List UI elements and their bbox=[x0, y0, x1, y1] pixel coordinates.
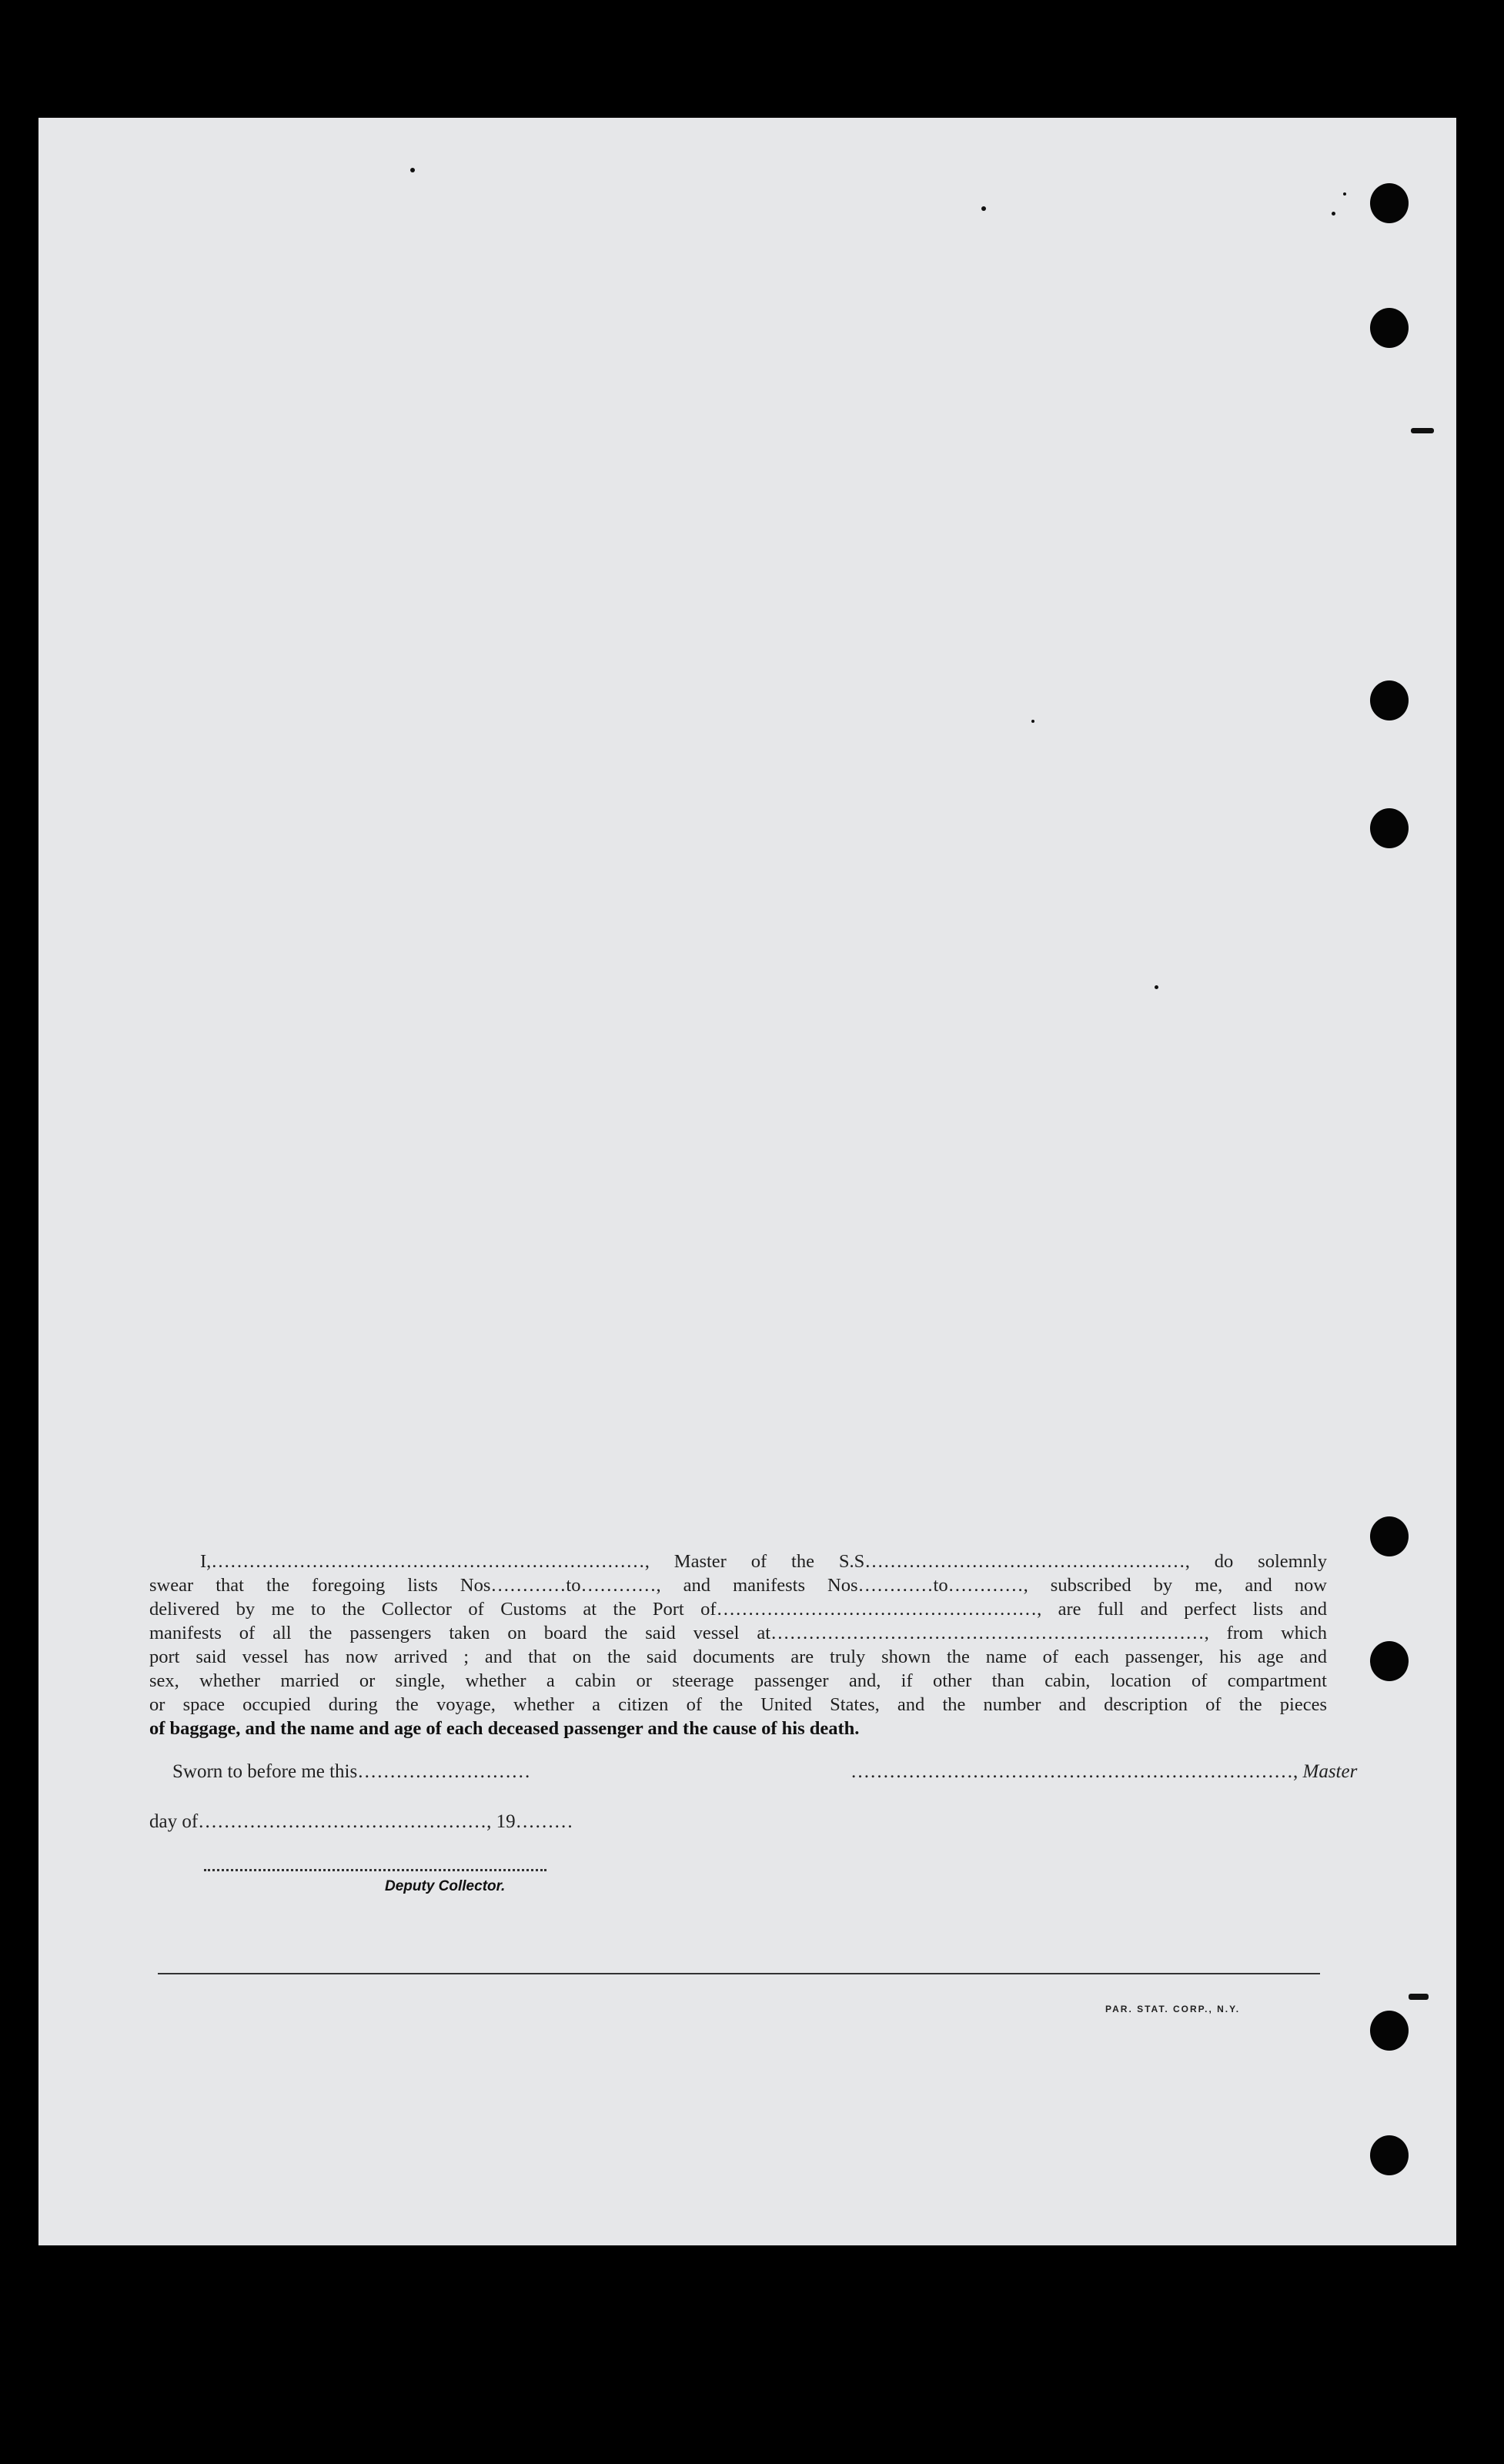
punch-hole bbox=[1370, 808, 1409, 848]
master-signature-dots: ……………………………………………………………, bbox=[851, 1761, 1298, 1782]
day-of-line: day of………………………………………, 19……… bbox=[149, 1811, 573, 1832]
printer-imprint: PAR. STAT. CORP., N.Y. bbox=[1105, 2004, 1241, 2014]
horizontal-rule bbox=[158, 1973, 1320, 1974]
punch-hole bbox=[1370, 2135, 1409, 2175]
oath-line: delivered by me to the Collector of Customs at the Port of……………………………………………, are full and perfect lists and bbox=[149, 1599, 1327, 1620]
scan-speck bbox=[1343, 192, 1346, 196]
scan-speck bbox=[981, 206, 986, 211]
scan-speck bbox=[1409, 1994, 1429, 2000]
master-label: Master bbox=[1302, 1761, 1358, 1782]
punch-hole bbox=[1370, 680, 1409, 720]
oath-line: or space occupied during the voyage, whether a citizen of the United States, and the number and description of the pieces bbox=[149, 1694, 1327, 1715]
manifest-page bbox=[38, 118, 1456, 2245]
scan-speck bbox=[1155, 985, 1158, 989]
deputy-collector-label: Deputy Collector. bbox=[385, 1878, 506, 1894]
oath-line: sex, whether married or single, whether a cabin or steerage passenger and, if other than cabin, location of compartment bbox=[149, 1670, 1327, 1691]
master-oath-paragraph bbox=[149, 1550, 1327, 1740]
oath-line: of baggage, and the name and age of each deceased passenger and the cause of his death. bbox=[149, 1718, 860, 1739]
scan-speck bbox=[410, 168, 415, 172]
sworn-before-line: Sworn to before me this……………………… bbox=[172, 1761, 531, 1782]
punch-hole bbox=[1370, 1516, 1409, 1556]
oath-line: I,……………………………………………………………, Master of the S.S……………………………………………, do solemnly bbox=[200, 1551, 1327, 1572]
oath-line: manifests of all the passengers taken on board the said vessel at……………………………………………………………, from which bbox=[149, 1623, 1327, 1643]
punch-hole bbox=[1370, 1641, 1409, 1681]
oath-line: swear that the foregoing lists Nos…………to…………, and manifests Nos…………to…………, subscribed by me, and now bbox=[149, 1575, 1327, 1596]
oath-line: port said vessel has now arrived ; and that on the said documents are truly shown the name of each passenger, his age and bbox=[149, 1647, 1327, 1667]
master-signature-line bbox=[851, 1761, 1357, 1783]
punch-hole bbox=[1370, 183, 1409, 223]
deputy-signature-line bbox=[204, 1869, 546, 1871]
scan-speck bbox=[1031, 720, 1034, 723]
punch-hole bbox=[1370, 2011, 1409, 2051]
scan-speck bbox=[1411, 428, 1434, 433]
punch-hole bbox=[1370, 308, 1409, 348]
scan-speck bbox=[1332, 212, 1335, 216]
